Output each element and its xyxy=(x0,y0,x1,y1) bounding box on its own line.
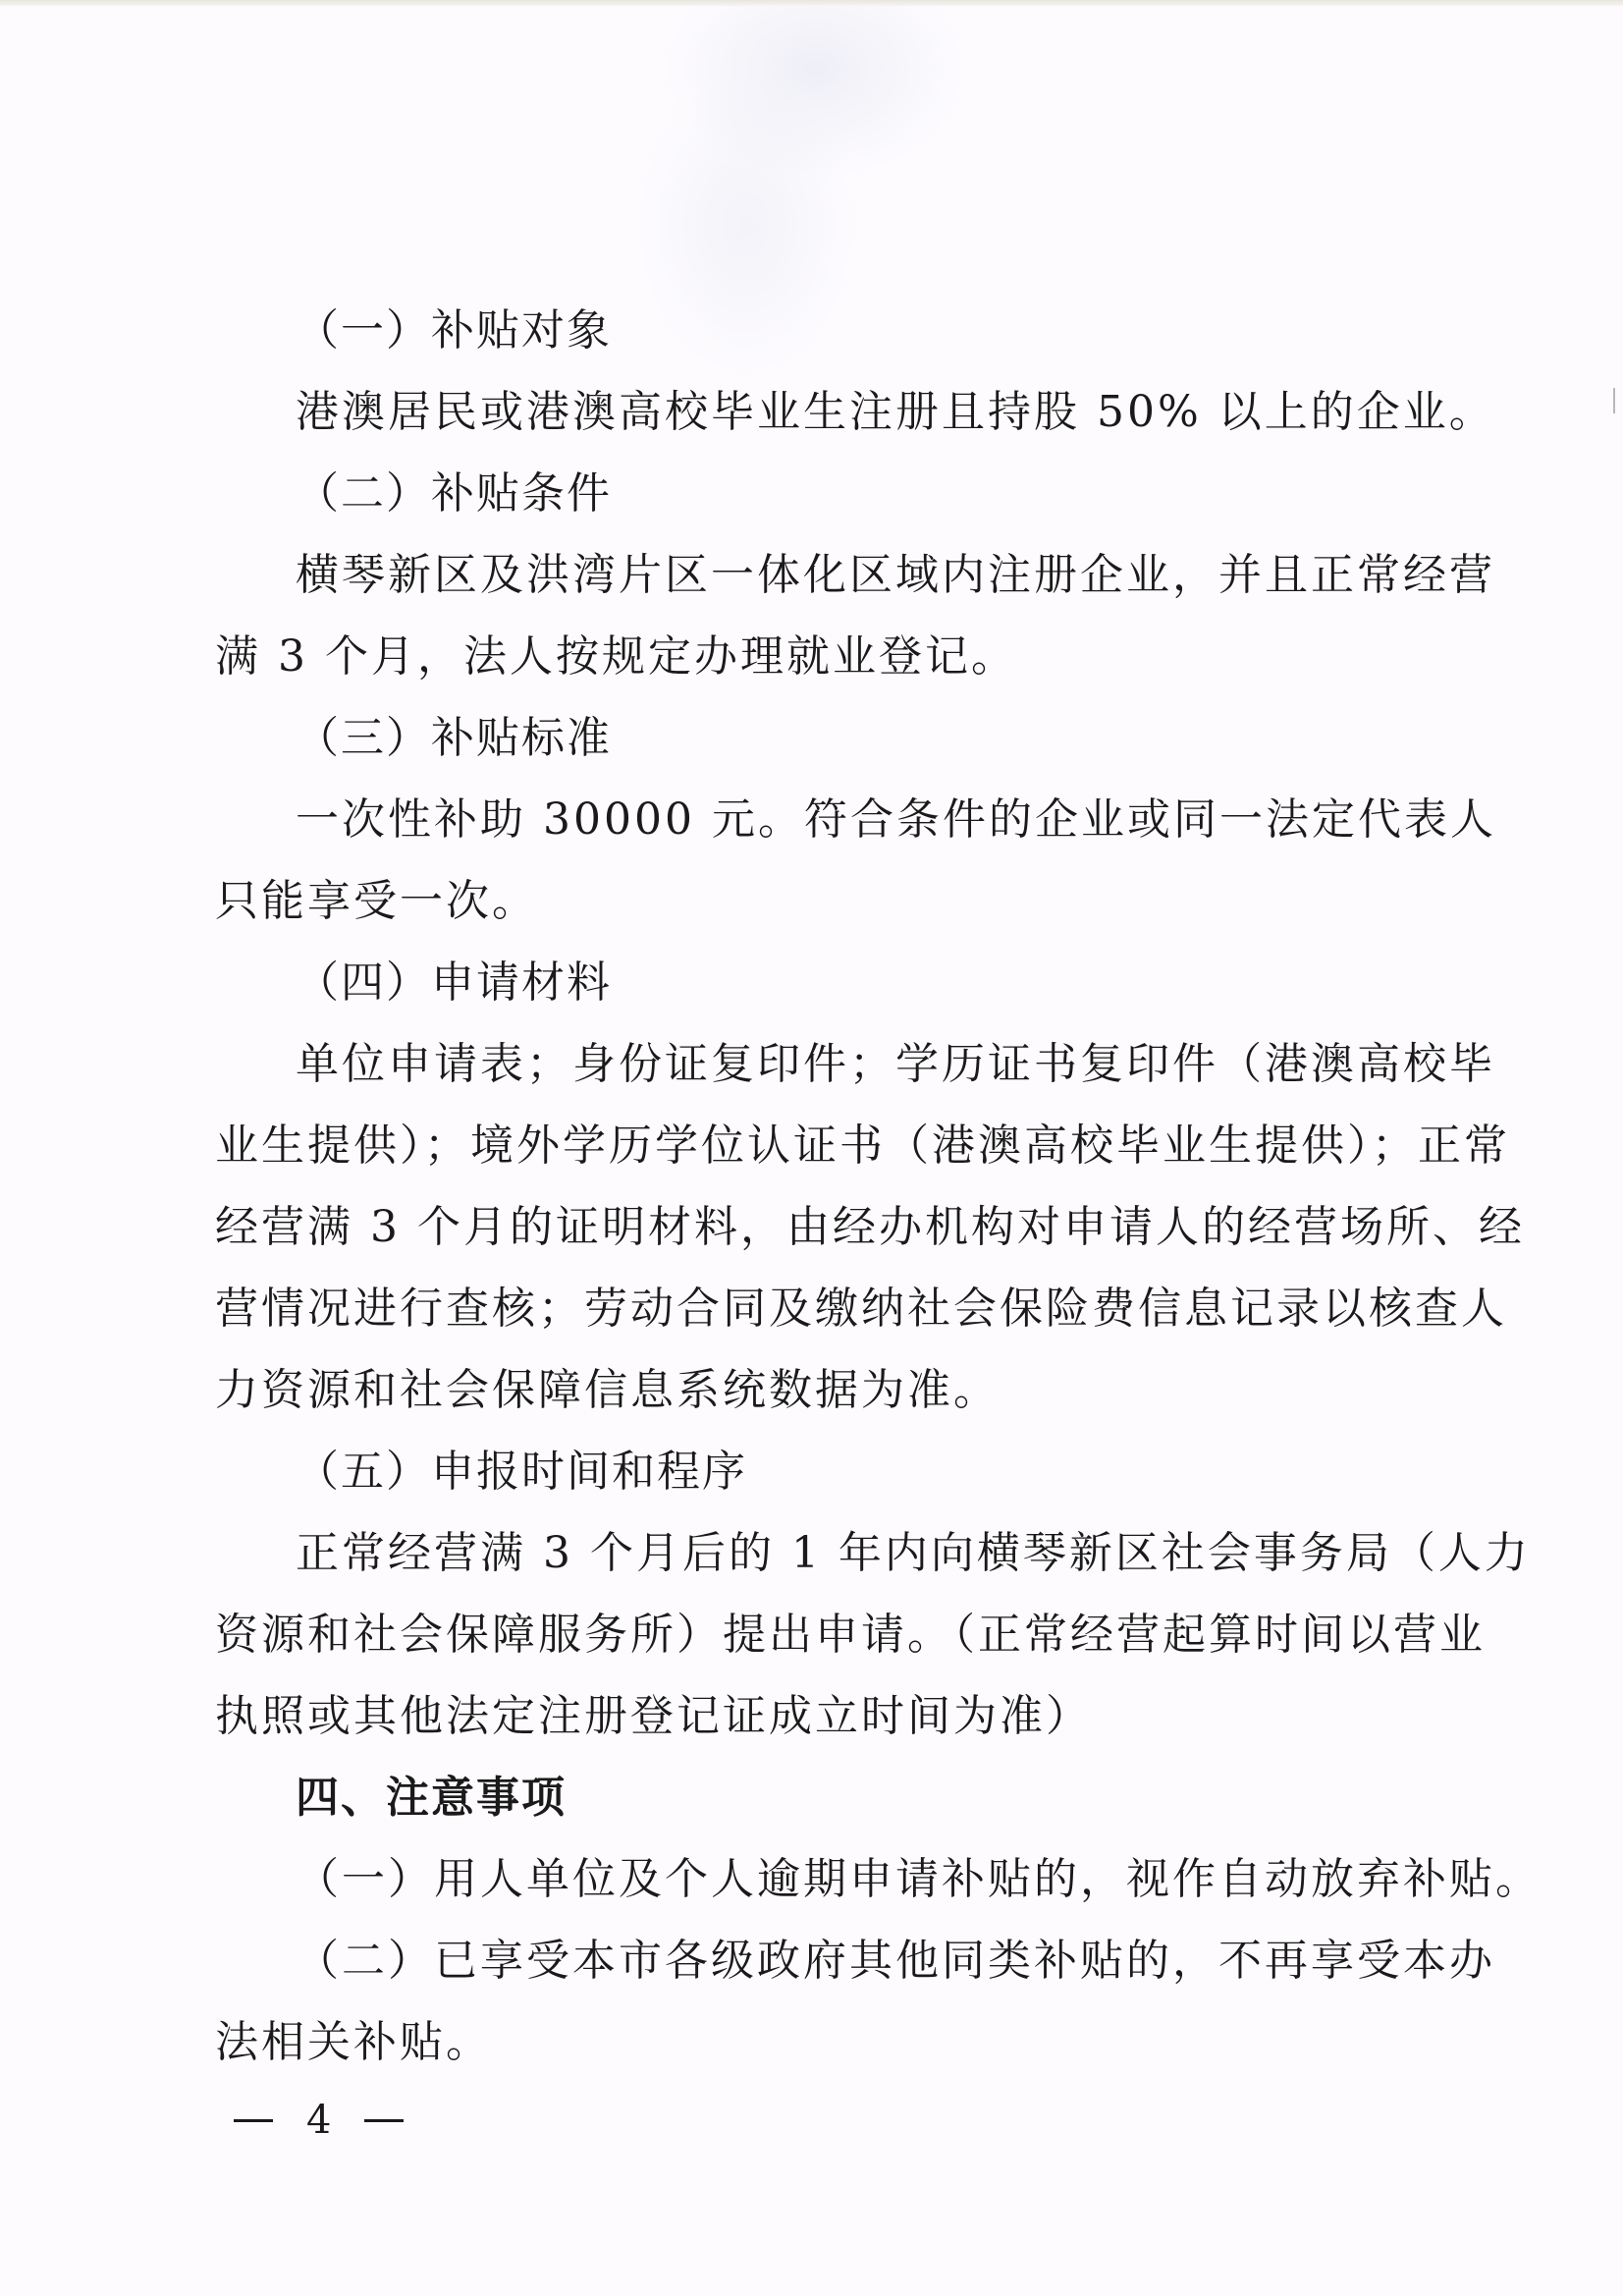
page-number xyxy=(234,2090,404,2151)
page-number-right-dash xyxy=(364,2119,404,2122)
paragraph-application-materials-line-3: 经营满 3 个月的证明材料，由经办机构对申请人的经营场所、经 xyxy=(215,1202,1525,1252)
paragraph-application-procedure-line-3: 执照或其他法定注册登记证成立时间为准） xyxy=(215,1691,1092,1741)
paragraph-subsidy-conditions-line-1: 横琴新区及洪湾片区一体化区域内注册企业，并且正常经营 xyxy=(296,550,1495,600)
subheading-subsidy-standard: （三）补贴标准 xyxy=(296,713,612,763)
paragraph-application-procedure-line-1: 正常经营满 3 个月后的 1 年内向横琴新区社会事务局（人力 xyxy=(296,1528,1531,1578)
document-body xyxy=(215,290,1542,2083)
subheading-application-procedure: （五）申报时间和程序 xyxy=(296,1447,747,1497)
paragraph-subsidy-target-line-1: 港澳居民或港澳高校毕业生注册且持股 50% 以上的企业。 xyxy=(296,387,1495,437)
paragraph-application-procedure-line-2: 资源和社会保障服务所）提出申请。（正常经营起算时间以营业 xyxy=(215,1610,1486,1660)
page-number-left-dash xyxy=(234,2119,273,2122)
scan-top-edge xyxy=(0,0,1623,6)
paragraph-notes-item-2-line-1: （二）已享受本市各级政府其他同类补贴的，不再享受本办 xyxy=(296,1936,1495,1986)
subheading-subsidy-conditions: （二）补贴条件 xyxy=(296,468,612,519)
paragraph-notes-item-1: （一）用人单位及个人逾期申请补贴的，视作自动放弃补贴。 xyxy=(296,1854,1542,1904)
paragraph-application-materials-line-4: 营情况进行查核；劳动合同及缴纳社会保险费信息记录以核查人 xyxy=(215,1284,1507,1334)
paragraph-application-materials-line-1: 单位申请表；身份证复印件；学历证书复印件（港澳高校毕 xyxy=(296,1039,1495,1089)
subheading-application-materials: （四）申请材料 xyxy=(296,957,612,1008)
page-number-value: 4 xyxy=(306,2098,332,2143)
paragraph-subsidy-standard-line-2: 只能享受一次。 xyxy=(215,876,538,926)
paragraph-application-materials-line-2: 业生提供）；境外学历学位认证书（港澳高校毕业生提供）；正常 xyxy=(215,1121,1510,1171)
paragraph-notes-item-2-line-2: 法相关补贴。 xyxy=(215,2017,492,2067)
scan-artifact-mark xyxy=(1613,388,1615,413)
paragraph-subsidy-conditions-line-2: 满 3 个月，法人按规定办理就业登记。 xyxy=(215,631,1017,682)
paragraph-application-materials-line-5: 力资源和社会保障信息系统数据为准。 xyxy=(215,1365,1000,1415)
heading-notes: 四、注意事项 xyxy=(296,1773,567,1823)
paragraph-subsidy-standard-line-1: 一次性补助 30000 元。符合条件的企业或同一法定代表人 xyxy=(296,794,1496,845)
subheading-subsidy-target: （一）补贴对象 xyxy=(296,305,612,355)
